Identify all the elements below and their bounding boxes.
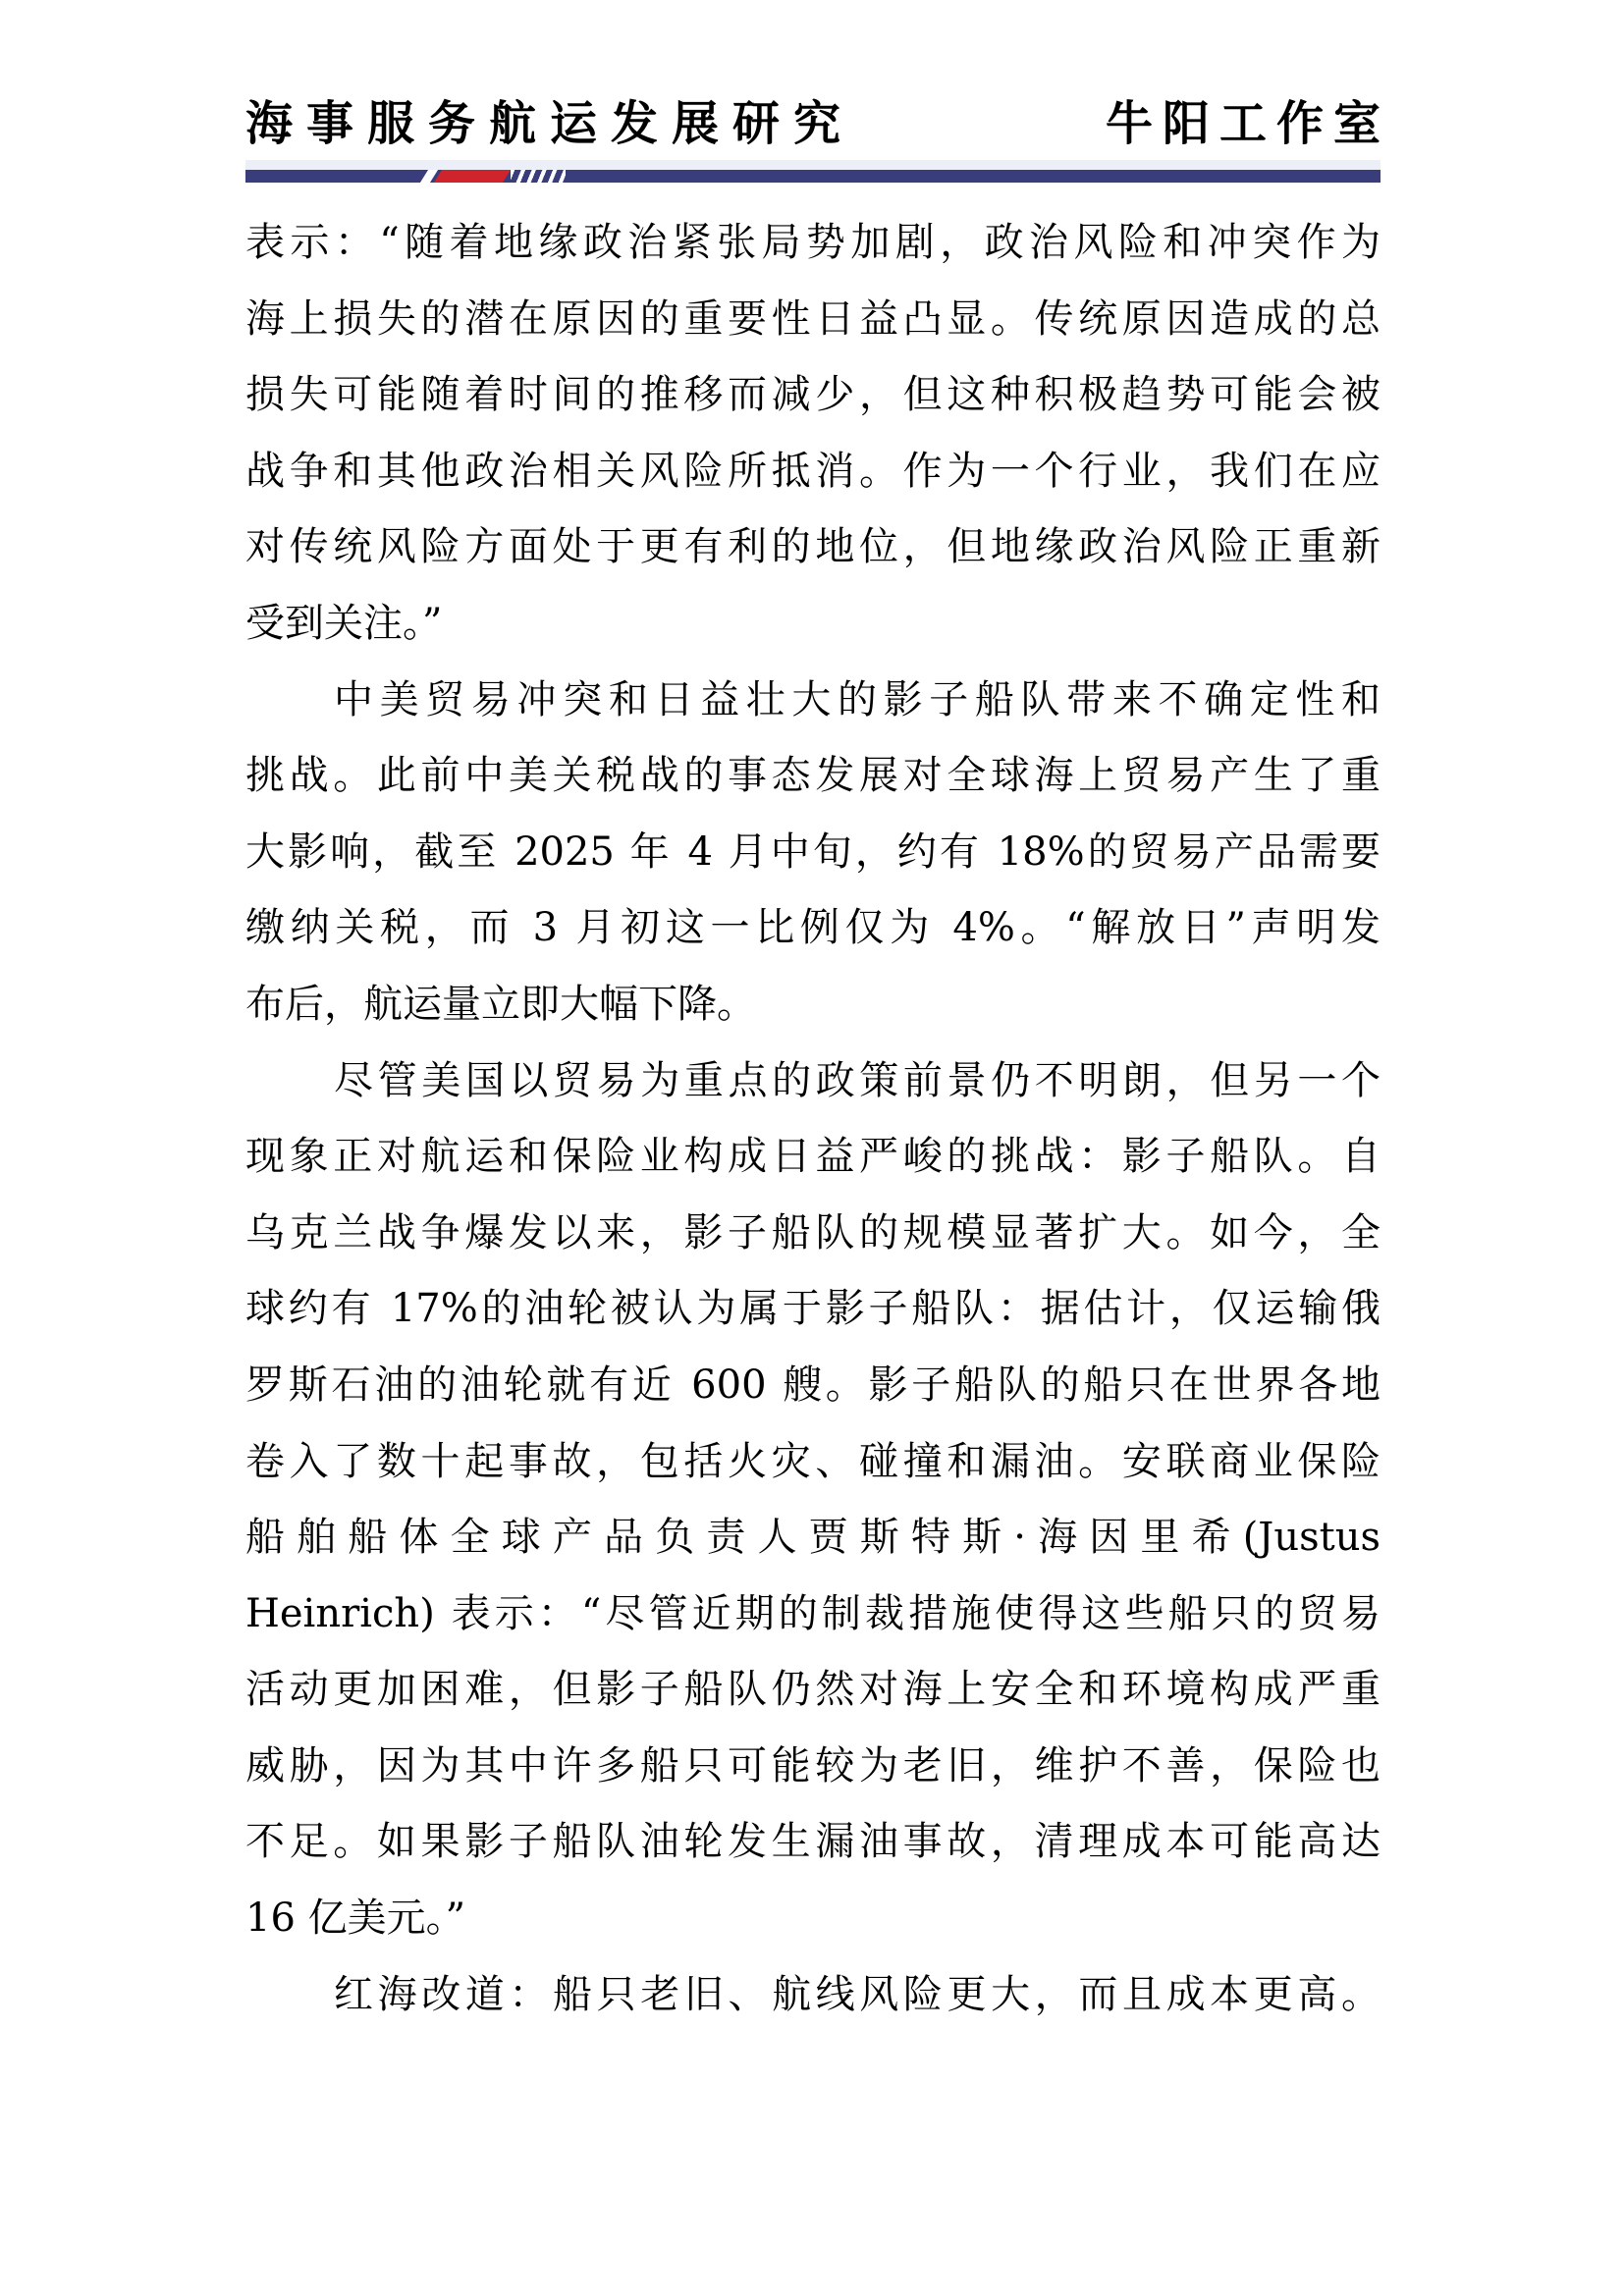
text-line: 卷入了数十起事故，包括火灾、碰撞和漏油。安联商业保险 [245, 1438, 1380, 1484]
header-divider-rule [245, 160, 1380, 183]
document-body [245, 205, 1380, 2033]
text-line: 罗斯石油的油轮就有近 600 艘。影子船队的船只在世界各地 [245, 1362, 1380, 1408]
text-line: Heinrich) 表示：“尽管近期的制裁措施使得这些船只的贸易 [245, 1590, 1380, 1636]
page-header [245, 96, 1390, 151]
text-line: 海上损失的潜在原因的重要性日益凸显。传统原因造成的总 [245, 295, 1380, 342]
text-line: 威胁，因为其中许多船只可能较为老旧，维护不善，保险也 [245, 1742, 1380, 1789]
text-line: 船舶船体全球产品负责人贾斯特斯·海因里希(Justus [245, 1515, 1380, 1561]
text-line: 现象正对航运和保险业构成日益严峻的挑战：影子船队。自 [245, 1134, 1380, 1180]
text-line: 16 亿美元。” [245, 1896, 466, 1942]
text-line: 中美贸易冲突和日益壮大的影子船队带来不确定性和 [334, 676, 1380, 722]
divider-stripe-accent [511, 170, 566, 183]
text-line: 受到关注。” [245, 600, 443, 646]
text-line: 球约有 17%的油轮被认为属于影子船队：据估计，仅运输俄 [245, 1286, 1380, 1332]
divider-light-strip [245, 160, 1380, 170]
text-line: 挑战。此前中美关税战的事态发展对全球海上贸易产生了重 [245, 753, 1380, 799]
divider-bar [245, 170, 1380, 183]
text-line: 活动更加困难，但影子船队仍然对海上安全和环境构成严重 [245, 1667, 1380, 1713]
header-left-title: 海事服务航运发展研究 [245, 96, 855, 151]
text-line: 对传统风险方面处于更有利的地位，但地缘政治风险正重新 [245, 524, 1380, 570]
text-line: 表示：“随着地缘政治紧张局势加剧，政治风险和冲突作为 [245, 220, 1380, 265]
text-line: 大影响，截至 2025 年 4 月中旬，约有 18%的贸易产品需要 [245, 828, 1380, 875]
text-line: 尽管美国以贸易为重点的政策前景仍不明朗，但另一个 [334, 1057, 1380, 1103]
text-line: 缴纳关税，而 3 月初这一比例仅为 4%。“解放日”声明发 [245, 905, 1380, 951]
divider-red-accent [434, 170, 511, 183]
text-line: 不足。如果影子船队油轮发生漏油事故，清理成本可能高达 [245, 1819, 1380, 1865]
text-line: 布后，航运量立即大幅下降。 [245, 981, 756, 1027]
header-right-title: 牛阳工作室 [1105, 96, 1390, 151]
text-line: 战争和其他政治相关风险所抵消。作为一个行业，我们在应 [245, 448, 1380, 494]
text-line: 乌克兰战争爆发以来，影子船队的规模显著扩大。如今，全 [245, 1209, 1380, 1255]
text-line: 损失可能随着时间的推移而减少，但这种积极趋势可能会被 [245, 372, 1380, 418]
text-line: 红海改道：船只老旧、航线风险更大，而且成本更高。 [334, 1971, 1380, 2017]
